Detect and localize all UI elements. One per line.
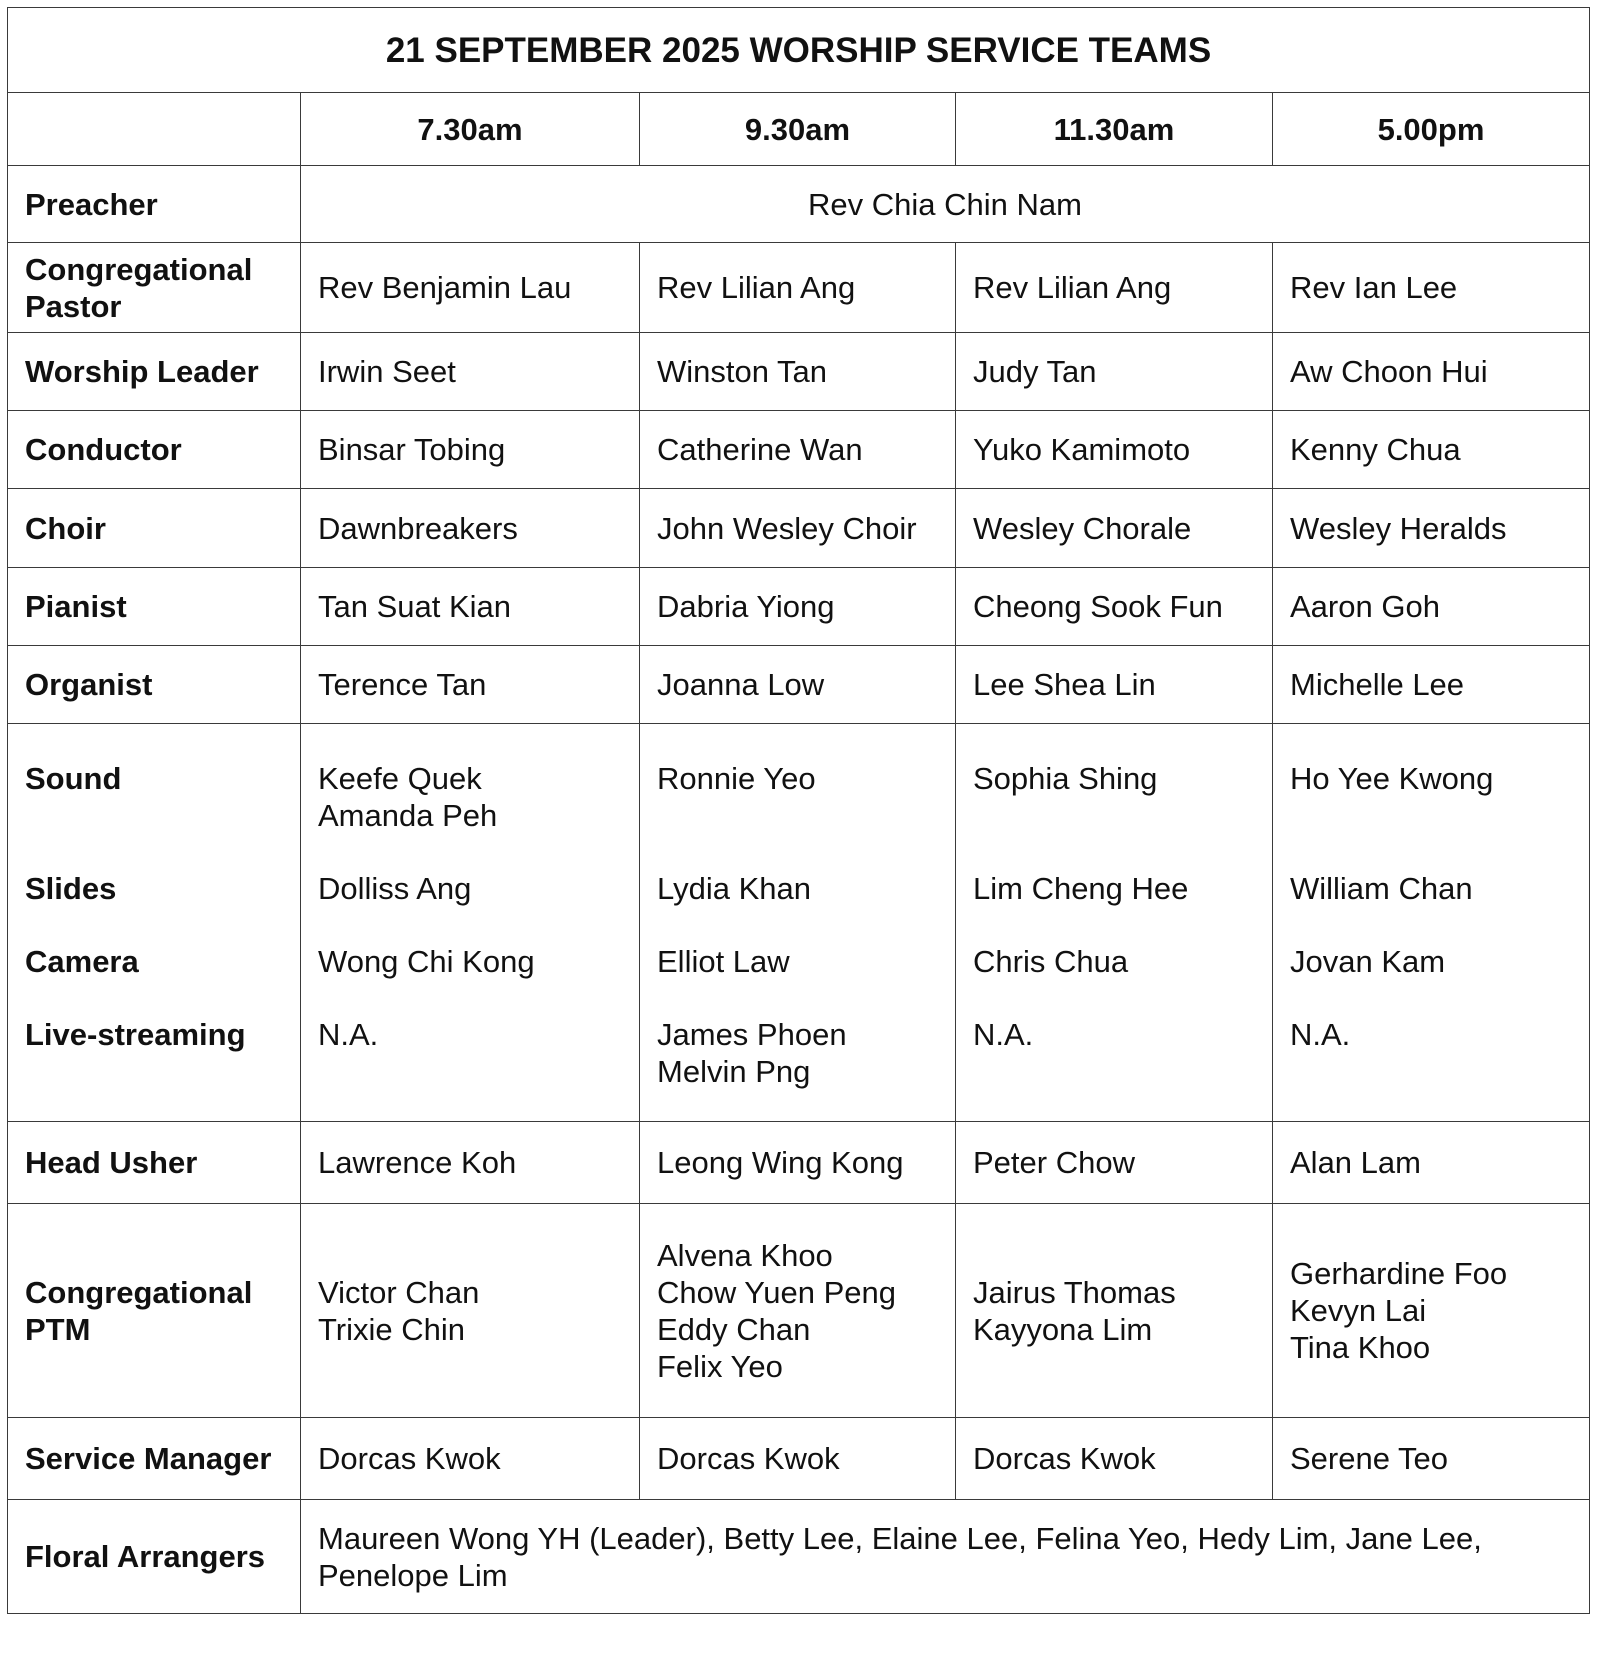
cell-line: Congregational <box>25 1274 253 1310</box>
row-label <box>8 489 301 568</box>
assignee-cell: Kenny Chua <box>1273 411 1590 489</box>
head-usher-row <box>8 1122 1590 1204</box>
tech-assignees-cell <box>640 724 956 1122</box>
tech-entry <box>973 870 1272 943</box>
cell-line: Lydia Khan <box>657 871 811 906</box>
tech-entry <box>1290 1016 1589 1091</box>
row-label <box>8 1204 301 1418</box>
tech-assignees-cell <box>301 724 640 1122</box>
row-label: Preacher <box>8 166 301 243</box>
assignee-cell: Binsar Tobing <box>301 411 640 489</box>
tech-entry <box>973 1016 1272 1091</box>
floral-line: Maureen Wong YH (Leader), Betty Lee, Elaine Lee, Felina Yeo, Hedy Lim, Jane Lee, <box>318 1520 1482 1556</box>
assignee-cell: Alan Lam <box>1273 1122 1590 1204</box>
assignee-cell: Rev Ian Lee <box>1273 243 1590 333</box>
cell-line: Head Usher <box>25 1145 198 1180</box>
assignee-cell: Dorcas Kwok <box>640 1418 956 1500</box>
assignee-cell: Catherine Wan <box>640 411 956 489</box>
assignee-cell: Cheong Sook Fun <box>956 568 1273 646</box>
row-label: Floral Arrangers <box>8 1500 301 1614</box>
cell-line: Jovan Kam <box>1290 944 1446 979</box>
cell-line: Slides <box>25 871 117 906</box>
cell-line: Kayyona Lim <box>973 1311 1153 1347</box>
row-label <box>8 333 301 411</box>
assignee-cell: Rev Lilian Ang <box>956 243 1273 333</box>
cell-line: Live-streaming <box>25 1017 246 1052</box>
assignee-cell: Winston Tan <box>640 333 956 411</box>
assignee-cell <box>301 1204 640 1418</box>
service-time-header: 11.30am <box>956 93 1273 166</box>
header-row <box>8 93 1590 166</box>
header-blank-cell <box>8 93 301 166</box>
service-time-header: 9.30am <box>640 93 956 166</box>
tech-entry <box>657 1016 955 1091</box>
assignee-cell: Aaron Goh <box>1273 568 1590 646</box>
tech-entry <box>25 760 300 870</box>
tech-entry <box>318 943 639 1016</box>
assignee-cell: Peter Chow <box>956 1122 1273 1204</box>
top-rows <box>8 243 1590 724</box>
tech-entry <box>657 760 955 870</box>
cell-line: Trixie Chin <box>318 1311 465 1347</box>
cell-line: James Phoen <box>657 1017 847 1052</box>
assignee-cell: Wesley Heralds <box>1273 489 1590 568</box>
cell-line: Kevyn Lai <box>1290 1293 1427 1328</box>
row-label <box>8 1418 301 1500</box>
tech-assignees-cell <box>1273 724 1590 1122</box>
cell-line: Gerhardine Foo <box>1290 1256 1508 1291</box>
assignee-cell: Tan Suat Kian <box>301 568 640 646</box>
assignee-cell: Michelle Lee <box>1273 646 1590 724</box>
cell-line: Chris Chua <box>973 944 1129 979</box>
assignee-cell <box>1273 1204 1590 1418</box>
ptm-row <box>8 1204 1590 1418</box>
assignee-cell: Leong Wing Kong <box>640 1122 956 1204</box>
tech-entry <box>318 760 639 870</box>
tech-labels-cell <box>8 724 301 1122</box>
row-label <box>8 568 301 646</box>
service-manager-row <box>8 1418 1590 1500</box>
assignee-cell: Aw Choon Hui <box>1273 333 1590 411</box>
assignee-cell: Terence Tan <box>301 646 640 724</box>
cell-line: Service Manager <box>25 1441 272 1476</box>
assignee-cell <box>640 1204 956 1418</box>
assignee-cell: Dorcas Kwok <box>956 1418 1273 1500</box>
cell-line: Choir <box>25 510 106 546</box>
role-row <box>8 333 1590 411</box>
tech-entry <box>1290 870 1589 943</box>
row-label <box>8 646 301 724</box>
cell-line: Eddy Chan <box>657 1311 811 1347</box>
role-row <box>8 646 1590 724</box>
tech-entry <box>25 943 300 1016</box>
assignee-cell <box>956 1204 1273 1418</box>
cell-line: Organist <box>25 667 153 702</box>
floral-arrangers-cell <box>301 1500 1590 1614</box>
tech-entry <box>657 943 955 1016</box>
cell-line: Jairus Thomas <box>973 1274 1176 1310</box>
cell-line: Felix Yeo <box>657 1348 783 1384</box>
assignee-cell: Dawnbreakers <box>301 489 640 568</box>
cell-line: Ho Yee Kwong <box>1290 761 1494 796</box>
cell-line: Victor Chan <box>318 1274 480 1310</box>
tech-entry <box>318 870 639 943</box>
cell-line: Chow Yuen Peng <box>657 1274 897 1310</box>
assignee-cell: Yuko Kamimoto <box>956 411 1273 489</box>
cell-line: Dolliss Ang <box>318 871 472 906</box>
role-row <box>8 489 1590 568</box>
assignee-cell: Judy Tan <box>956 333 1273 411</box>
cell-line: William Chan <box>1290 871 1473 906</box>
floral-line: Penelope Lim <box>318 1557 508 1593</box>
cell-line: Congregational <box>25 251 253 287</box>
tech-entry <box>973 760 1272 870</box>
tech-entry <box>318 1016 639 1091</box>
row-label <box>8 243 301 333</box>
preacher-row <box>8 166 1590 243</box>
cell-line: Tina Khoo <box>1290 1330 1431 1365</box>
row-label <box>8 411 301 489</box>
tech-entry <box>973 943 1272 1016</box>
assignee-cell: Irwin Seet <box>301 333 640 411</box>
cell-line: Melvin Png <box>657 1054 811 1089</box>
tech-entry <box>25 870 300 943</box>
assignee-cell: Wesley Chorale <box>956 489 1273 568</box>
cell-line: Conductor <box>25 432 182 467</box>
cell-line: Pianist <box>25 589 127 624</box>
assignee-cell: Rev Lilian Ang <box>640 243 956 333</box>
assignee-cell: Dabria Yiong <box>640 568 956 646</box>
cell-line: N.A. <box>1290 1017 1351 1052</box>
tech-entry <box>25 1016 300 1091</box>
tech-row <box>8 724 1590 1122</box>
role-row <box>8 568 1590 646</box>
tech-entry <box>1290 943 1589 1016</box>
assignee-cell: Rev Benjamin Lau <box>301 243 640 333</box>
assignee-cell: Serene Teo <box>1273 1418 1590 1500</box>
cell-line: Sound <box>25 761 122 796</box>
role-row <box>8 243 1590 333</box>
floral-row <box>8 1500 1590 1614</box>
service-time-header: 7.30am <box>301 93 640 166</box>
cell-line: Ronnie Yeo <box>657 761 816 796</box>
cell-line: Keefe Quek <box>318 761 482 796</box>
row-label <box>8 1122 301 1204</box>
cell-line: Amanda Peh <box>318 798 498 833</box>
assignee-cell: Dorcas Kwok <box>301 1418 640 1500</box>
assignee-cell: Lee Shea Lin <box>956 646 1273 724</box>
cell-line: Alvena Khoo <box>657 1237 833 1273</box>
preacher-name: Rev Chia Chin Nam <box>301 166 1590 243</box>
schedule-sheet <box>7 7 1589 1614</box>
assignee-cell: Joanna Low <box>640 646 956 724</box>
assignee-cell: Lawrence Koh <box>301 1122 640 1204</box>
cell-line: Elliot Law <box>657 944 790 979</box>
assignee-cell: John Wesley Choir <box>640 489 956 568</box>
cell-line: Pastor <box>25 288 122 324</box>
service-teams-table <box>7 7 1590 1614</box>
tech-entry <box>1290 760 1589 870</box>
cell-line: PTM <box>25 1311 91 1347</box>
cell-line: Camera <box>25 944 139 979</box>
tech-entry <box>657 870 955 943</box>
tech-assignees-cell <box>956 724 1273 1122</box>
cell-line: Wong Chi Kong <box>318 944 535 979</box>
cell-line: N.A. <box>973 1017 1034 1052</box>
cell-line: Sophia Shing <box>973 761 1158 796</box>
cell-line: Lim Cheng Hee <box>973 871 1189 906</box>
cell-line: N.A. <box>318 1017 379 1052</box>
page-title: 21 SEPTEMBER 2025 WORSHIP SERVICE TEAMS <box>8 8 1590 93</box>
service-time-header: 5.00pm <box>1273 93 1590 166</box>
cell-line: Worship Leader <box>25 354 259 389</box>
role-row <box>8 411 1590 489</box>
